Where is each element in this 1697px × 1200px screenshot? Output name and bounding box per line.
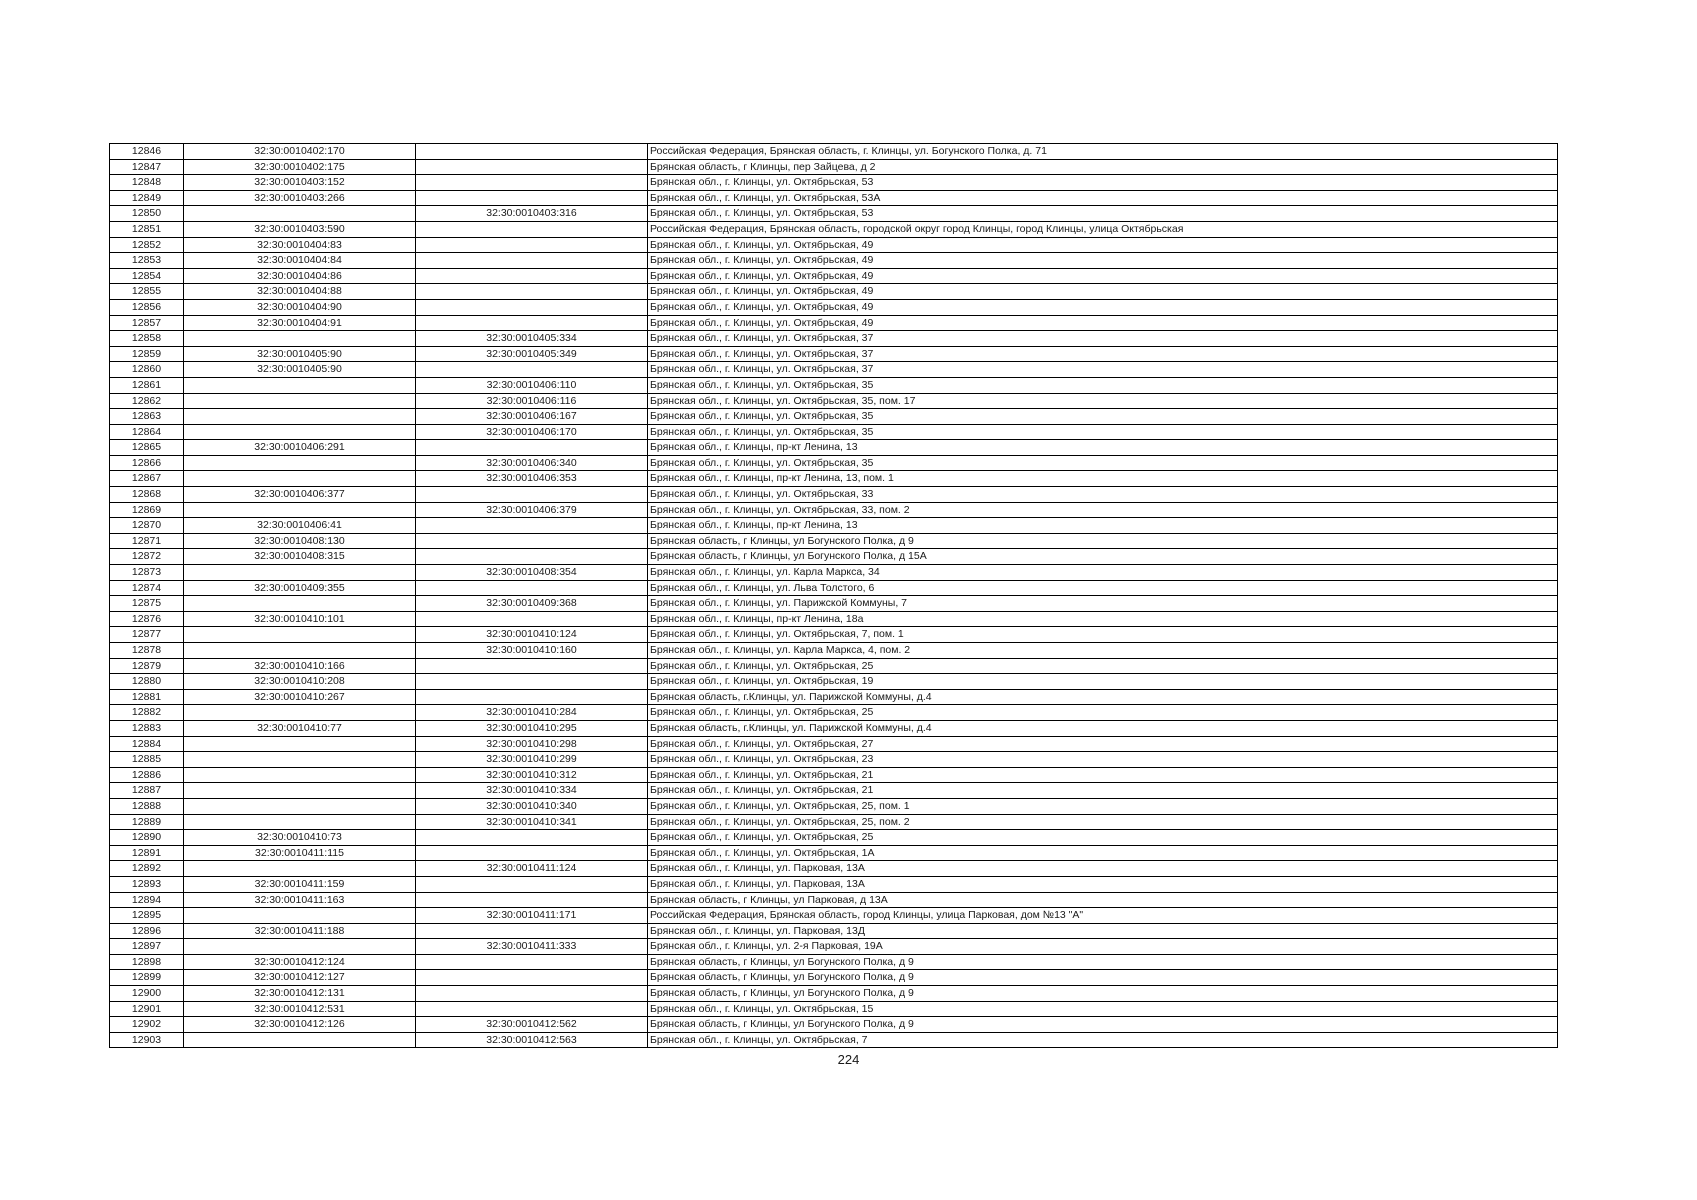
table-row [110, 658, 1558, 674]
table-row [110, 1032, 1558, 1048]
row-number: 12880 [110, 674, 184, 690]
address-cell: Российская Федерация, Брянская область, г. Клинцы, ул. Богунского Полка, д. 71 [648, 144, 1558, 160]
row-number: 12863 [110, 409, 184, 425]
table-row [110, 518, 1558, 534]
row-number: 12861 [110, 377, 184, 393]
address-cell: Брянская область, г.Клинцы, ул. Парижской Коммуны, д.4 [648, 689, 1558, 705]
row-number: 12903 [110, 1032, 184, 1048]
address-cell: Брянская обл., г. Клинцы, ул. Октябрьская, 25, пом. 2 [648, 814, 1558, 830]
cadastral-number-primary: 32:30:0010411:115 [184, 845, 416, 861]
row-number: 12901 [110, 1001, 184, 1017]
row-number: 12886 [110, 767, 184, 783]
cadastral-number-primary: 32:30:0010408:315 [184, 549, 416, 565]
cadastral-number-secondary [416, 611, 648, 627]
table-row [110, 908, 1558, 924]
address-cell: Брянская обл., г. Клинцы, ул. Октябрьская, 53 [648, 206, 1558, 222]
cadastral-number-secondary [416, 159, 648, 175]
cadastral-number-secondary [416, 970, 648, 986]
row-number: 12855 [110, 284, 184, 300]
address-cell: Брянская область, г Клинцы, ул Богунского Полка, д 15А [648, 549, 1558, 565]
row-number: 12885 [110, 752, 184, 768]
table-row [110, 377, 1558, 393]
cadastral-number-primary [184, 767, 416, 783]
cadastral-number-secondary: 32:30:0010412:562 [416, 1017, 648, 1033]
row-number: 12882 [110, 705, 184, 721]
cadastral-number-secondary: 32:30:0010411:171 [416, 908, 648, 924]
cadastral-number-primary [184, 939, 416, 955]
cadastral-number-secondary: 32:30:0010410:160 [416, 643, 648, 659]
cadastral-number-secondary: 32:30:0010410:124 [416, 627, 648, 643]
row-number: 12892 [110, 861, 184, 877]
table-row [110, 1001, 1558, 1017]
row-number: 12902 [110, 1017, 184, 1033]
cadastral-number-secondary [416, 144, 648, 160]
address-cell: Брянская область, г Клинцы, ул Богунского Полка, д 9 [648, 533, 1558, 549]
address-cell: Брянская обл., г. Клинцы, пр-кт Ленина, 13 [648, 440, 1558, 456]
cadastral-number-primary: 32:30:0010412:531 [184, 1001, 416, 1017]
address-cell: Брянская обл., г. Клинцы, ул. Октябрьская, 33 [648, 487, 1558, 503]
row-number: 12848 [110, 175, 184, 191]
address-cell: Брянская обл., г. Клинцы, ул. Карла Маркса, 34 [648, 565, 1558, 581]
cadastral-number-secondary: 32:30:0010410:334 [416, 783, 648, 799]
table-row [110, 627, 1558, 643]
table-row [110, 455, 1558, 471]
cadastral-number-primary: 32:30:0010408:130 [184, 533, 416, 549]
cadastral-number-secondary [416, 658, 648, 674]
table-row [110, 268, 1558, 284]
address-cell: Брянская обл., г. Клинцы, ул. Октябрьская, 21 [648, 783, 1558, 799]
address-cell: Брянская обл., г. Клинцы, ул. Октябрьская, 49 [648, 253, 1558, 269]
address-cell: Брянская обл., г. Клинцы, ул. Октябрьская, 49 [648, 237, 1558, 253]
cadastral-number-secondary: 32:30:0010406:379 [416, 502, 648, 518]
table-row [110, 939, 1558, 955]
address-cell: Брянская обл., г. Клинцы, ул. Октябрьская, 21 [648, 767, 1558, 783]
row-number: 12854 [110, 268, 184, 284]
cadastral-number-primary: 32:30:0010412:124 [184, 954, 416, 970]
cadastral-number-primary [184, 424, 416, 440]
cadastral-number-secondary [416, 518, 648, 534]
table-row [110, 861, 1558, 877]
table-row [110, 954, 1558, 970]
cadastral-number-secondary: 32:30:0010412:563 [416, 1032, 648, 1048]
cadastral-number-primary [184, 814, 416, 830]
table-row [110, 783, 1558, 799]
cadastral-number-primary [184, 627, 416, 643]
cadastral-number-secondary [416, 221, 648, 237]
cadastral-number-primary: 32:30:0010403:590 [184, 221, 416, 237]
cadastral-number-primary [184, 752, 416, 768]
table-row [110, 409, 1558, 425]
cadastral-number-secondary [416, 175, 648, 191]
cadastral-number-secondary: 32:30:0010406:353 [416, 471, 648, 487]
cadastral-number-secondary [416, 284, 648, 300]
cadastral-number-primary: 32:30:0010403:152 [184, 175, 416, 191]
cadastral-number-primary [184, 705, 416, 721]
row-number: 12895 [110, 908, 184, 924]
cadastral-number-primary: 32:30:0010410:73 [184, 830, 416, 846]
table-row [110, 986, 1558, 1002]
row-number: 12898 [110, 954, 184, 970]
table-row [110, 299, 1558, 315]
table-row [110, 845, 1558, 861]
cadastral-number-primary: 32:30:0010404:90 [184, 299, 416, 315]
cadastral-number-secondary: 32:30:0010409:368 [416, 596, 648, 612]
address-cell: Брянская обл., г. Клинцы, ул. Октябрьская, 49 [648, 268, 1558, 284]
cadastral-number-primary: 32:30:0010406:291 [184, 440, 416, 456]
cadastral-number-primary: 32:30:0010402:175 [184, 159, 416, 175]
address-cell: Брянская обл., г. Клинцы, ул. Октябрьская, 37 [648, 362, 1558, 378]
cadastral-number-secondary [416, 986, 648, 1002]
row-number: 12890 [110, 830, 184, 846]
cadastral-number-primary [184, 798, 416, 814]
table-row [110, 798, 1558, 814]
cadastral-number-secondary [416, 845, 648, 861]
row-number: 12879 [110, 658, 184, 674]
address-cell: Брянская обл., г. Клинцы, ул. Парковая, 13Д [648, 923, 1558, 939]
table-row [110, 736, 1558, 752]
cadastral-number-primary [184, 409, 416, 425]
cadastral-number-secondary [416, 954, 648, 970]
cadastral-number-primary [184, 331, 416, 347]
address-cell: Брянская область, г Клинцы, ул Парковая, д 13А [648, 892, 1558, 908]
cadastral-number-secondary [416, 315, 648, 331]
table-row [110, 533, 1558, 549]
address-cell: Брянская обл., г. Клинцы, ул. Октябрьская, 49 [648, 284, 1558, 300]
registry-table-body [110, 144, 1558, 1048]
cadastral-number-primary: 32:30:0010410:267 [184, 689, 416, 705]
address-cell: Брянская область, г Клинцы, ул Богунского Полка, д 9 [648, 954, 1558, 970]
cadastral-number-secondary: 32:30:0010411:124 [416, 861, 648, 877]
row-number: 12871 [110, 533, 184, 549]
table-row [110, 487, 1558, 503]
row-number: 12852 [110, 237, 184, 253]
table-row [110, 284, 1558, 300]
cadastral-number-secondary: 32:30:0010410:284 [416, 705, 648, 721]
table-row [110, 471, 1558, 487]
address-cell: Брянская область, г Клинцы, ул Богунского Полка, д 9 [648, 1017, 1558, 1033]
cadastral-number-secondary: 32:30:0010410:341 [416, 814, 648, 830]
cadastral-number-secondary [416, 549, 648, 565]
row-number: 12877 [110, 627, 184, 643]
row-number: 12869 [110, 502, 184, 518]
cadastral-number-secondary [416, 237, 648, 253]
table-row [110, 190, 1558, 206]
address-cell: Российская Федерация, Брянская область, городской округ город Клинцы, город Клинцы, улица Октябрьская [648, 221, 1558, 237]
address-cell: Брянская обл., г. Клинцы, ул. Октябрьская, 35, пом. 17 [648, 393, 1558, 409]
row-number: 12865 [110, 440, 184, 456]
row-number: 12897 [110, 939, 184, 955]
cadastral-number-secondary: 32:30:0010406:116 [416, 393, 648, 409]
row-number: 12851 [110, 221, 184, 237]
address-cell: Брянская обл., г. Клинцы, пр-кт Ленина, 13, пом. 1 [648, 471, 1558, 487]
row-number: 12889 [110, 814, 184, 830]
table-row [110, 1017, 1558, 1033]
cadastral-number-secondary [416, 533, 648, 549]
table-row [110, 611, 1558, 627]
address-cell: Брянская обл., г. Клинцы, ул. Парковая, 13А [648, 861, 1558, 877]
cadastral-number-secondary [416, 1001, 648, 1017]
table-row [110, 643, 1558, 659]
address-cell: Брянская обл., г. Клинцы, ул. Октябрьская, 49 [648, 315, 1558, 331]
registry-table [109, 143, 1558, 1048]
address-cell: Брянская обл., г. Клинцы, пр-кт Ленина, 13 [648, 518, 1558, 534]
row-number: 12872 [110, 549, 184, 565]
row-number: 12893 [110, 876, 184, 892]
address-cell: Брянская обл., г. Клинцы, ул. Парковая, 13А [648, 876, 1558, 892]
address-cell: Брянская обл., г. Клинцы, ул. Октябрьская, 27 [648, 736, 1558, 752]
cadastral-number-primary: 32:30:0010411:188 [184, 923, 416, 939]
address-cell: Брянская обл., г. Клинцы, ул. Октябрьская, 1А [648, 845, 1558, 861]
row-number: 12878 [110, 643, 184, 659]
cadastral-number-secondary [416, 190, 648, 206]
cadastral-number-primary: 32:30:0010404:88 [184, 284, 416, 300]
cadastral-number-secondary: 32:30:0010406:110 [416, 377, 648, 393]
row-number: 12891 [110, 845, 184, 861]
cadastral-number-secondary [416, 299, 648, 315]
cadastral-number-primary [184, 1032, 416, 1048]
row-number: 12857 [110, 315, 184, 331]
row-number: 12899 [110, 970, 184, 986]
cadastral-number-secondary: 32:30:0010406:167 [416, 409, 648, 425]
cadastral-number-secondary: 32:30:0010406:170 [416, 424, 648, 440]
address-cell: Брянская обл., г. Клинцы, ул. Парижской Коммуны, 7 [648, 596, 1558, 612]
cadastral-number-primary: 32:30:0010406:377 [184, 487, 416, 503]
cadastral-number-primary: 32:30:0010412:131 [184, 986, 416, 1002]
address-cell: Брянская обл., г. Клинцы, ул. Октябрьская, 15 [648, 1001, 1558, 1017]
address-cell: Брянская обл., г. Клинцы, ул. Октябрьская, 35 [648, 409, 1558, 425]
cadastral-number-secondary [416, 923, 648, 939]
table-row [110, 393, 1558, 409]
cadastral-number-primary [184, 565, 416, 581]
cadastral-number-secondary [416, 892, 648, 908]
row-number: 12874 [110, 580, 184, 596]
cadastral-number-primary: 32:30:0010404:83 [184, 237, 416, 253]
row-number: 12860 [110, 362, 184, 378]
table-row [110, 752, 1558, 768]
row-number: 12847 [110, 159, 184, 175]
cadastral-number-secondary: 32:30:0010405:334 [416, 331, 648, 347]
address-cell: Брянская обл., г. Клинцы, ул. Октябрьская, 53 [648, 175, 1558, 191]
cadastral-number-secondary: 32:30:0010410:340 [416, 798, 648, 814]
table-row [110, 580, 1558, 596]
cadastral-number-secondary [416, 674, 648, 690]
address-cell: Брянская обл., г. Клинцы, ул. Октябрьская, 19 [648, 674, 1558, 690]
cadastral-number-primary [184, 861, 416, 877]
table-row [110, 596, 1558, 612]
cadastral-number-primary: 32:30:0010404:84 [184, 253, 416, 269]
row-number: 12894 [110, 892, 184, 908]
table-row [110, 206, 1558, 222]
table-row [110, 175, 1558, 191]
row-number: 12887 [110, 783, 184, 799]
address-cell: Брянская обл., г. Клинцы, ул. Октябрьская, 7 [648, 1032, 1558, 1048]
cadastral-number-secondary: 32:30:0010410:298 [416, 736, 648, 752]
row-number: 12846 [110, 144, 184, 160]
cadastral-number-primary: 32:30:0010410:101 [184, 611, 416, 627]
row-number: 12866 [110, 455, 184, 471]
address-cell: Брянская обл., г. Клинцы, ул. Октябрьская, 35 [648, 377, 1558, 393]
address-cell: Брянская обл., г. Клинцы, ул. Карла Маркса, 4, пом. 2 [648, 643, 1558, 659]
cadastral-number-primary [184, 783, 416, 799]
table-row [110, 565, 1558, 581]
address-cell: Брянская обл., г. Клинцы, ул. Льва Толстого, 6 [648, 580, 1558, 596]
cadastral-number-primary [184, 596, 416, 612]
table-row [110, 689, 1558, 705]
address-cell: Брянская область, г.Клинцы, ул. Парижской Коммуны, д.4 [648, 720, 1558, 736]
cadastral-number-primary: 32:30:0010411:163 [184, 892, 416, 908]
cadastral-number-primary: 32:30:0010412:127 [184, 970, 416, 986]
cadastral-number-secondary: 32:30:0010410:312 [416, 767, 648, 783]
row-number: 12859 [110, 346, 184, 362]
address-cell: Брянская обл., г. Клинцы, ул. Октябрьская, 35 [648, 455, 1558, 471]
table-row [110, 144, 1558, 160]
table-row [110, 315, 1558, 331]
address-cell: Брянская обл., г. Клинцы, ул. Октябрьская, 37 [648, 346, 1558, 362]
row-number: 12862 [110, 393, 184, 409]
cadastral-number-secondary [416, 487, 648, 503]
cadastral-number-secondary [416, 876, 648, 892]
table-row [110, 814, 1558, 830]
row-number: 12875 [110, 596, 184, 612]
row-number: 12849 [110, 190, 184, 206]
table-row [110, 253, 1558, 269]
table-row [110, 892, 1558, 908]
address-cell: Брянская область, г Клинцы, ул Богунского Полка, д 9 [648, 986, 1558, 1002]
cadastral-number-secondary: 32:30:0010403:316 [416, 206, 648, 222]
cadastral-number-secondary: 32:30:0010406:340 [416, 455, 648, 471]
table-row [110, 767, 1558, 783]
cadastral-number-secondary: 32:30:0010408:354 [416, 565, 648, 581]
cadastral-number-primary: 32:30:0010410:77 [184, 720, 416, 736]
cadastral-number-primary: 32:30:0010402:170 [184, 144, 416, 160]
table-row [110, 424, 1558, 440]
cadastral-number-primary: 32:30:0010405:90 [184, 362, 416, 378]
row-number: 12896 [110, 923, 184, 939]
row-number: 12853 [110, 253, 184, 269]
address-cell: Брянская обл., г. Клинцы, ул. Октябрьская, 23 [648, 752, 1558, 768]
cadastral-number-primary [184, 471, 416, 487]
cadastral-number-secondary: 32:30:0010411:333 [416, 939, 648, 955]
row-number: 12876 [110, 611, 184, 627]
cadastral-number-primary: 32:30:0010409:355 [184, 580, 416, 596]
address-cell: Российская Федерация, Брянская область, город Клинцы, улица Парковая, дом №13 "А" [648, 908, 1558, 924]
address-cell: Брянская область, г Клинцы, пер Зайцева, д 2 [648, 159, 1558, 175]
table-row [110, 705, 1558, 721]
table-row [110, 674, 1558, 690]
row-number: 12888 [110, 798, 184, 814]
cadastral-number-secondary [416, 830, 648, 846]
cadastral-number-secondary: 32:30:0010410:295 [416, 720, 648, 736]
address-cell: Брянская обл., г. Клинцы, ул. Октябрьская, 25, пом. 1 [648, 798, 1558, 814]
table-row [110, 159, 1558, 175]
cadastral-number-primary [184, 908, 416, 924]
address-cell: Брянская обл., г. Клинцы, ул. Октябрьская, 49 [648, 299, 1558, 315]
row-number: 12856 [110, 299, 184, 315]
row-number: 12900 [110, 986, 184, 1002]
address-cell: Брянская обл., г. Клинцы, ул. Октябрьская, 25 [648, 830, 1558, 846]
row-number: 12873 [110, 565, 184, 581]
table-row [110, 970, 1558, 986]
table-row [110, 221, 1558, 237]
address-cell: Брянская обл., г. Клинцы, ул. Октябрьская, 37 [648, 331, 1558, 347]
row-number: 12864 [110, 424, 184, 440]
cadastral-number-secondary [416, 580, 648, 596]
address-cell: Брянская обл., г. Клинцы, пр-кт Ленина, 18а [648, 611, 1558, 627]
cadastral-number-secondary [416, 440, 648, 456]
cadastral-number-primary: 32:30:0010406:41 [184, 518, 416, 534]
table-row [110, 502, 1558, 518]
table-row [110, 362, 1558, 378]
cadastral-number-primary: 32:30:0010410:208 [184, 674, 416, 690]
cadastral-number-secondary [416, 268, 648, 284]
cadastral-number-primary [184, 736, 416, 752]
table-row [110, 876, 1558, 892]
cadastral-number-primary: 32:30:0010410:166 [184, 658, 416, 674]
table-row [110, 440, 1558, 456]
cadastral-number-secondary: 32:30:0010405:349 [416, 346, 648, 362]
table-row [110, 346, 1558, 362]
cadastral-number-primary [184, 206, 416, 222]
row-number: 12884 [110, 736, 184, 752]
page-number: 224 [837, 1052, 860, 1067]
address-cell: Брянская обл., г. Клинцы, ул. 2-я Парковая, 19А [648, 939, 1558, 955]
table-row [110, 923, 1558, 939]
row-number: 12850 [110, 206, 184, 222]
cadastral-number-primary [184, 502, 416, 518]
table-row [110, 331, 1558, 347]
row-number: 12870 [110, 518, 184, 534]
table-row [110, 237, 1558, 253]
cadastral-number-secondary [416, 689, 648, 705]
address-cell: Брянская обл., г. Клинцы, ул. Октябрьская, 53А [648, 190, 1558, 206]
cadastral-number-primary: 32:30:0010403:266 [184, 190, 416, 206]
address-cell: Брянская область, г Клинцы, ул Богунского Полка, д 9 [648, 970, 1558, 986]
cadastral-number-primary [184, 393, 416, 409]
address-cell: Брянская обл., г. Клинцы, ул. Октябрьская, 25 [648, 705, 1558, 721]
cadastral-number-primary [184, 643, 416, 659]
cadastral-number-primary [184, 455, 416, 471]
address-cell: Брянская обл., г. Клинцы, ул. Октябрьская, 33, пом. 2 [648, 502, 1558, 518]
cadastral-number-primary: 32:30:0010404:91 [184, 315, 416, 331]
cadastral-number-secondary [416, 362, 648, 378]
row-number: 12868 [110, 487, 184, 503]
table-row [110, 830, 1558, 846]
cadastral-number-secondary: 32:30:0010410:299 [416, 752, 648, 768]
cadastral-number-primary: 32:30:0010404:86 [184, 268, 416, 284]
address-cell: Брянская обл., г. Клинцы, ул. Октябрьская, 35 [648, 424, 1558, 440]
row-number: 12858 [110, 331, 184, 347]
table-row [110, 549, 1558, 565]
cadastral-number-primary: 32:30:0010411:159 [184, 876, 416, 892]
cadastral-number-primary: 32:30:0010412:126 [184, 1017, 416, 1033]
row-number: 12867 [110, 471, 184, 487]
cadastral-number-primary: 32:30:0010405:90 [184, 346, 416, 362]
address-cell: Брянская обл., г. Клинцы, ул. Октябрьская, 25 [648, 658, 1558, 674]
cadastral-number-secondary [416, 253, 648, 269]
row-number: 12881 [110, 689, 184, 705]
cadastral-number-primary [184, 377, 416, 393]
table-row [110, 720, 1558, 736]
address-cell: Брянская обл., г. Клинцы, ул. Октябрьская, 7, пом. 1 [648, 627, 1558, 643]
row-number: 12883 [110, 720, 184, 736]
